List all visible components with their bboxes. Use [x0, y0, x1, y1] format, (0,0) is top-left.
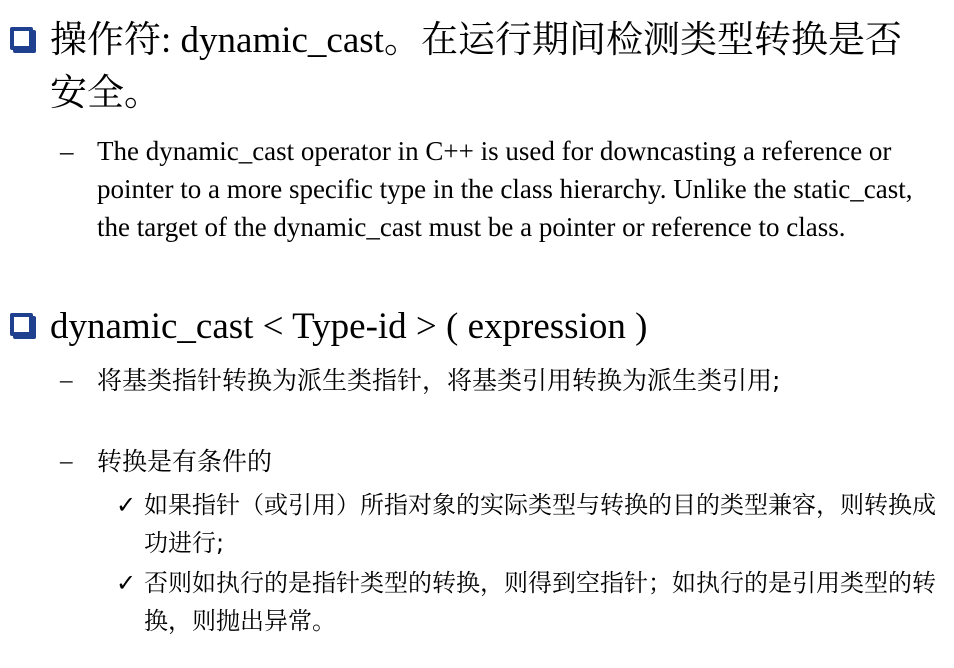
sub-bullet-description	[60, 132, 930, 246]
bullet-syntax	[10, 300, 934, 353]
sub-bullet-text: 转换是有条件的	[97, 447, 273, 476]
sub-bullet-conversion	[60, 362, 930, 400]
sub-bullet-text: 将基类指针转换为派生类指针，将基类引用转换为派生类引用;	[97, 366, 781, 395]
dash-marker: –	[60, 367, 73, 394]
dash-marker: –	[60, 136, 74, 166]
sub-bullet-text: The dynamic_cast operator in C++ is used for downcasting a reference or pointer to a more specific type in the class hierarchy. Unlike the static_cast, the target of the dynamic_cast must be a pointer or reference to class.	[97, 136, 913, 242]
sub-bullet-conditional	[60, 443, 930, 481]
check-item-compatible	[116, 486, 940, 562]
square-bullet-icon	[10, 27, 33, 50]
check-mark-icon: ✓	[116, 569, 137, 597]
check-item-text: 如果指针（或引用）所指对象的实际类型与转换的目的类型兼容，则转换成功进行;	[144, 491, 936, 557]
bullet-dynamic-cast-operator	[10, 14, 934, 120]
bullet-text: 操作符: dynamic_cast。在运行期间检测类型转换是否安全。	[50, 20, 902, 114]
dash-marker: –	[60, 448, 73, 475]
check-item-text: 否则如执行的是指针类型的转换，则得到空指针；如执行的是引用类型的转换，则抛出异常。	[144, 569, 936, 635]
check-item-otherwise	[116, 564, 940, 640]
check-mark-icon: ✓	[116, 491, 137, 519]
bullet-text: dynamic_cast < Type-id > ( expression )	[50, 306, 648, 347]
square-bullet-icon	[10, 313, 33, 336]
